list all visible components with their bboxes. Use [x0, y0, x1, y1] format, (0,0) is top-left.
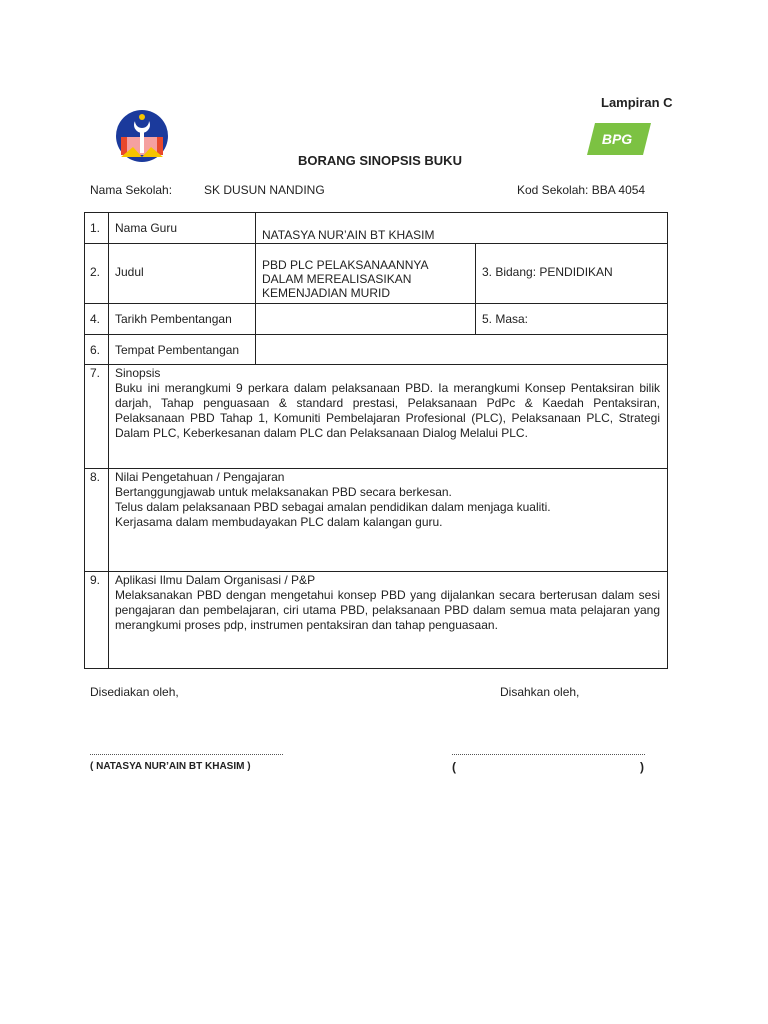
approved-name-open: (: [452, 760, 456, 774]
bpg-logo: [585, 121, 653, 157]
form-title: BORANG SINOPSIS BUKU: [298, 153, 462, 168]
field-label: Nama Guru: [115, 221, 178, 235]
school-code: Kod Sekolah: BBA 4054: [517, 183, 646, 197]
row-number: 1.: [90, 221, 101, 235]
value-line: Kerjasama dalam membudayakan PLC dalam kalangan guru.: [115, 515, 443, 529]
approved-name-close: ): [640, 760, 644, 774]
section-heading: Sinopsis: [115, 366, 161, 380]
value-line: Bertanggungjawab untuk melaksanakan PBD secara berkesan.: [115, 485, 452, 499]
row-number: 4.: [90, 312, 101, 326]
presentation-date-field[interactable]: [255, 303, 476, 335]
synopsis-text: Buku ini merangkumi 9 perkara dalam pelaksanaan PBD. Ia merangkumi Konsep Pentaksiran bilik darjah, Tahap penguasaan & standard prestasi, Pelaksanaan PdPc & Kaedah Pentaksiran, Pelaksanaan PBD Tahap 1, Komuniti Pembelajaran Profesional (PLC), Pelaksanaan PLC, Strategi Dalam PLC, Keberkesanan dalam PLC dan Pelaksanaan Dialog Melalui PLC.: [115, 381, 660, 440]
row-number: 7.: [90, 366, 101, 380]
presentation-place-field[interactable]: [255, 334, 668, 365]
values-section: [108, 468, 668, 572]
application-section: [108, 571, 668, 669]
value-line: Telus dalam pelaksanaan PBD sebagai amalan pendidikan dalam menjaga kualiti.: [115, 500, 551, 514]
row-number: 2.: [90, 265, 101, 279]
row-number: 6.: [90, 343, 101, 357]
field-label: Tempat Pembentangan: [115, 343, 240, 357]
book-title-value[interactable]: PBD PLC PELAKSANAANNYA DALAM MEREALISASIKAN KEMENJADIAN MURID: [262, 258, 428, 300]
synopsis-section: [108, 364, 668, 469]
school-name-label: Nama Sekolah:: [90, 183, 173, 197]
teacher-name-value[interactable]: NATASYA NUR’AIN BT KHASIM: [262, 228, 435, 242]
row-number: 8.: [90, 470, 101, 484]
application-text: Melaksanakan PBD dengan mengetahui konsep PBD yang dijalankan secara berterusan dalam sesi pengajaran dan pembelajaran, ciri utama PBD, pelaksanaan PBD dalam semua mata pelajaran yang merangkumi proses pdp, instrumen pentaksiran dan tahap penguasaan.: [115, 588, 660, 632]
school-name-value: SK DUSUN NANDING: [204, 183, 325, 197]
field-masa[interactable]: 5. Masa:: [482, 312, 529, 326]
prepared-by-label: Disediakan oleh,: [90, 685, 179, 699]
svg-text:BPG: BPG: [601, 131, 633, 147]
section-heading: Nilai Pengetahuan / Pengajaran: [115, 470, 285, 484]
prepared-signature-line[interactable]: [90, 754, 283, 755]
field-label: Judul: [115, 265, 144, 279]
field-bidang[interactable]: 3. Bidang: PENDIDIKAN: [482, 265, 613, 279]
field-label: Tarikh Pembentangan: [115, 312, 232, 326]
approved-by-label: Disahkan oleh,: [500, 685, 580, 699]
row-number: 9.: [90, 573, 101, 587]
approved-signature-line[interactable]: [452, 754, 645, 755]
prepared-name: ( NATASYA NUR’AIN BT KHASIM ): [90, 761, 251, 772]
ministry-logo: [113, 107, 171, 165]
section-heading: Aplikasi Ilmu Dalam Organisasi / P&P: [115, 573, 316, 587]
lampiran-label: Lampiran C: [601, 95, 673, 110]
